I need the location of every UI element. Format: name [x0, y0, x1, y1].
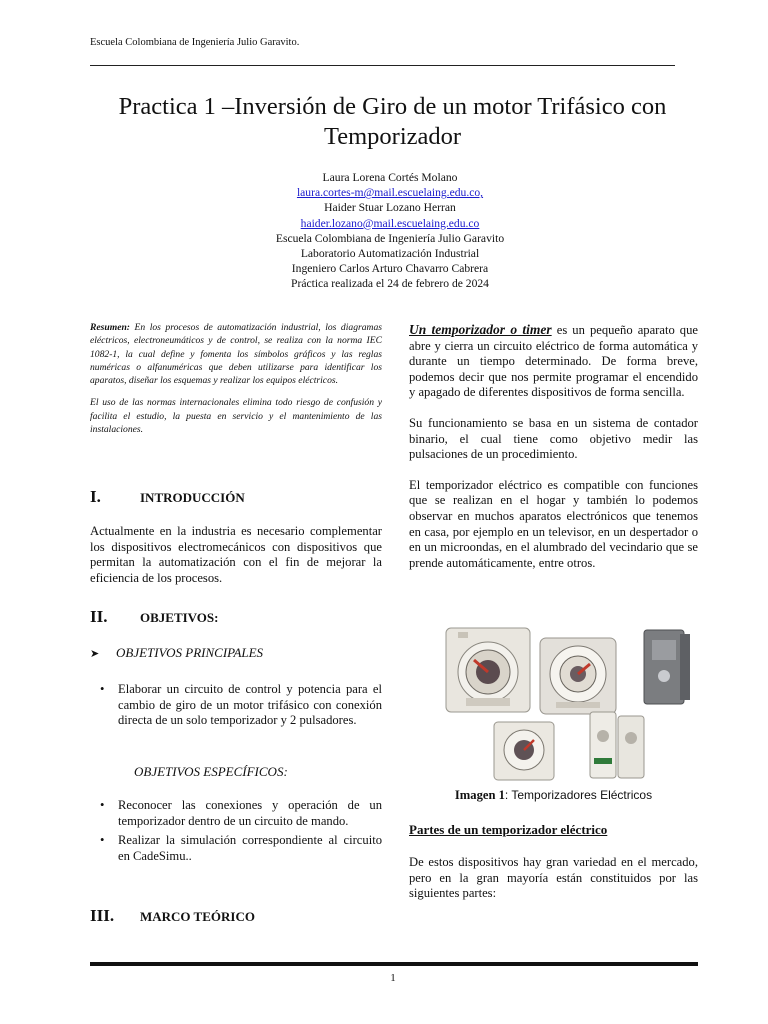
list-item: • Realizar la simulación correspondiente al circuito en CadeSimu.. [90, 833, 382, 864]
abstract [90, 321, 382, 445]
section-title: INTRODUCCIÓN [140, 490, 245, 505]
rail-timer-icon [644, 630, 690, 704]
timer-paragraph-1-text: es un pequeño aparato que abre y cierra un circuito eléctrico de forma automática y durante un tiempo determinado. De forma breve, podemos decir que nos permite programar el encendido y apagado de diferentes dispositivos de forma sencilla. [409, 323, 698, 400]
section-title: OBJETIVOS: [140, 610, 219, 625]
abstract-text-1: En los procesos de automatización industrial, los diagramas eléctricos, electroneumáticos y de control, se realiza con la norma IEC 1082-1, la cual define y fomenta los símbolos gráficos y las reglas numéricas o alfanuméricas que deben utilizarse para identificar los aparatos, diseñar los esquemas y realizar los equipos eléctricos. [90, 322, 382, 387]
specific-objectives-label: OBJETIVOS ESPECÍFICOS: [134, 764, 288, 779]
author-name-1: Laura Lorena Cortés Molano [322, 171, 458, 184]
section-heading-introduction [90, 487, 382, 507]
paper-title: Practica 1 –Inversión de Giro de un motor Trifásico con Temporizador [118, 93, 667, 150]
footer-rule [90, 962, 698, 966]
dial-timer-icon [540, 638, 616, 714]
list-item: • Reconocer las conexiones y operación de un temporizador dentro de un circuito de mando. [90, 798, 382, 829]
timer-lead-term: Un temporizador o timer [409, 322, 552, 337]
page-number: 1 [390, 972, 396, 984]
abstract-label: Resumen: [90, 322, 130, 333]
din-timer-icon [590, 712, 644, 778]
affiliation-lab: Laboratorio Automatización Industrial [300, 247, 480, 261]
running-header: Escuela Colombiana de Ingeniería Julio Garavito. [90, 37, 300, 48]
caption-text: : Temporizadores Eléctricos [504, 788, 653, 802]
practice-date: Práctica realizada el 24 de febrero de 2024 [291, 277, 489, 291]
abstract-paragraph-2: El uso de las normas internacionales elimina todo riesgo de confusión y facilita el estudio, la puesta en servicio y el mantenimiento de las instalaciones. [90, 397, 382, 436]
parts-heading: Partes de un temporizador eléctrico [409, 822, 608, 837]
section-number: I. [90, 487, 101, 506]
section-title: MARCO TEÓRICO [140, 909, 255, 924]
timer-paragraph-2: Su funcionamiento se basa en un sistema de contador binario, el cual tiene como objetivo medir las pulsaciones de un procedimiento. [409, 415, 698, 462]
square-timer-icon [446, 628, 530, 712]
abstract-paragraph-1 [90, 321, 382, 387]
section-heading-theory [90, 906, 382, 926]
timer-definition [409, 322, 698, 571]
header-rule [90, 65, 675, 66]
main-objectives-list [90, 682, 382, 729]
author-block [190, 170, 590, 292]
timer-paragraph-3: El temporizador eléctrico es compatible con funciones que se realizan en el hogar y también lo podemos observar en muchos aparatos electrónicos que tenemos en casa, por ejemplo en un televisor, en un despertador o en un microondas, en el alumbrado del vecindario que se prende automáticamente, entre otros. [409, 477, 698, 570]
specific-objectives-list [90, 798, 382, 864]
main-objectives-label: OBJETIVOS PRINCIPALES [116, 645, 264, 660]
author-name-2: Haider Stuar Lozano Herran [324, 201, 456, 215]
introduction-text: Actualmente en la industria es necesario complementar los dispositivos electromecánicos con dispositivos que permitan la automatización con el fin de mejorar la eficiencia de los procesos. [90, 524, 382, 585]
section-number: II. [90, 607, 108, 626]
list-item: • Elaborar un circuito de control y potencia para el cambio de giro de un motor trifásico con conexión directa de un solo temporizador y 2 pulsadores. [90, 682, 382, 729]
arrow-bullet-icon: ➤ [90, 647, 100, 660]
parts-text: De estos dispositivos hay gran variedad en el mercado, pero en la gran mayoría están constituidos por las siguientes partes: [409, 855, 698, 901]
author-email-2[interactable]: haider.lozano@mail.escuelaing.edu.co [300, 216, 480, 230]
figure-caption [409, 788, 698, 803]
affiliation-school: Escuela Colombiana de Ingeniería Julio Garavito [275, 231, 505, 245]
main-objectives-heading [90, 645, 382, 661]
instructor-name: Ingeniero Carlos Arturo Chavarro Cabrera [291, 262, 489, 276]
timers-photo [444, 626, 706, 784]
section-heading-objectives [90, 607, 382, 627]
section-number: III. [90, 906, 115, 925]
timer-paragraph-1 [409, 322, 698, 401]
caption-label: Imagen 1 [454, 788, 505, 802]
bottom-timer-icon [494, 722, 554, 780]
author-email-1[interactable]: laura.cortes-m@mail.escuelaing.edu.co, [296, 186, 484, 200]
